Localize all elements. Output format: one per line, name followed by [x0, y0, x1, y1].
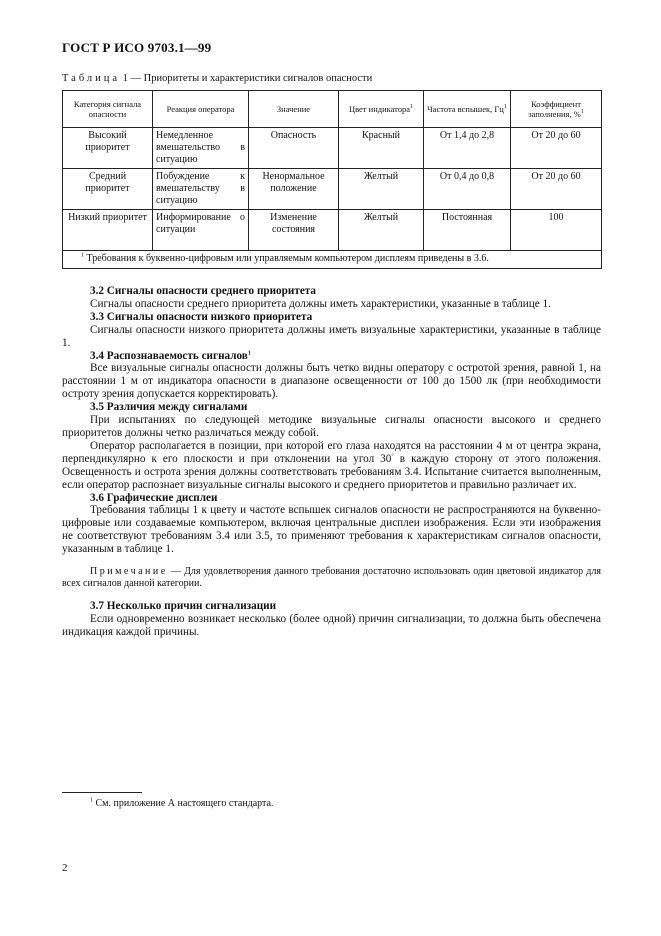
table-cell: Изменение состояния — [249, 210, 339, 251]
paragraph: Все визуальные сигналы опасности должны быть четко видны оператору с остротой зрения, равной 1, на расстоянии 1 м от индикатора опасности в диапазоне освещенности от 100 до 1500 лк (при необходимости остроту зрения допускается корректировать). — [62, 362, 601, 401]
paragraph: Если одновременно возникает несколько (более одной) причин сигнализации, то должна быть обеспечена индикация каждой причины. — [62, 612, 601, 638]
table-cell: Немедленное вмешательство в ситуацию — [153, 128, 249, 169]
column-header: Значение — [249, 91, 339, 128]
table-cell: От 20 до 60 — [511, 169, 602, 210]
table-cell: Опасность — [249, 128, 339, 169]
priority-table — [62, 90, 602, 269]
table-cell: От 20 до 60 — [511, 128, 602, 169]
table-cell: 100 — [511, 210, 602, 251]
column-header: Коэффициент заполнения, %$^1$ — [511, 91, 602, 128]
table-cell: Желтый — [339, 169, 424, 210]
table-cell: Ненормальное положение — [249, 169, 339, 210]
section-heading: 3.4 Распознаваемость сигналов$^1$ — [90, 349, 251, 362]
column-header: Частота вспышек, $Гц^1$ — [424, 91, 511, 128]
column-header: Цвет индикатора$^1$ — [339, 91, 424, 128]
paragraph: Требования таблицы 1 к цвету и частоте вспышек сигналов опасности не распространяются на буквенно-цифровые или создаваемые компьютером, включая центральные дисплеи изображения. Если эти изображения не соответствуют требованиям 3.4 или 3.5, то применяют требования к характеристикам сигналов опасности, указанным в таблице 1. — [62, 504, 601, 556]
table-row — [63, 210, 602, 251]
section-heading: 3.7 Несколько причин сигнализации — [90, 600, 277, 613]
paragraph: При испытаниях по следующей методике визуальные сигналы опасности высокого и среднего приоритетов должны четко различаться между собой. — [62, 414, 601, 439]
table-cell: Информирование о ситуации — [153, 210, 249, 251]
table-footnote: $^1$ Требования к буквенно-цифровым или управляемым компьютером дисплеям приведены в 3.6. — [63, 251, 602, 269]
paragraph: Сигналы опасности среднего приоритета должны иметь характеристики, указанные в таблице 1. — [90, 297, 551, 310]
footnote-divider — [62, 792, 142, 793]
table-cell: Побуждение к вмешательству в ситуацию — [153, 169, 249, 210]
table-cell: Постоянная — [424, 210, 511, 251]
note: Примечание — Для удовлетворения данного требования достаточно использовать один цветовой индикатор для всех сигналов данной категории. — [62, 566, 601, 590]
section-heading: 3.6 Графические дисплеи — [90, 491, 218, 504]
table-cell: Низкий приоритет — [63, 210, 153, 251]
page-number: 2 — [62, 862, 68, 874]
table-row — [63, 128, 602, 169]
column-header: Категория сигнала опасности — [63, 91, 153, 128]
table-cell: От 0,4 до 0,8 — [424, 169, 511, 210]
table-header-row — [63, 91, 602, 128]
section-heading: 3.5 Различия между сигналами — [90, 401, 248, 414]
table-row — [63, 169, 602, 210]
table-footnote-row — [63, 251, 602, 269]
table-caption — [62, 73, 372, 84]
table-cell: Высокий приоритет — [63, 128, 153, 169]
paragraph: Сигналы опасности низкого приоритета должны иметь визуальные характеристики, указанные в таблице 1. — [62, 323, 601, 349]
standard-title: ГОСТ Р ИСО 9703.1—99 — [62, 40, 212, 55]
document-body — [62, 285, 601, 639]
table-cell: Желтый — [339, 210, 424, 251]
table-caption-text: — Приоритеты и характеристики сигналов опасности — [127, 73, 373, 84]
column-header: Реакция оператора — [153, 91, 249, 128]
table-cell: Красный — [339, 128, 424, 169]
paragraph: Оператор располагается в позиции, при которой его глаза находятся на расстоянии 4 м от центра экрана, перпендикулярно к его плоскости и при отклонении на угол 30° в каждую сторону от этого положения. Освещенность и острота зрения должны соответствовать требованиям 3.4. Испытание считается выполненным, если оператор распознает визуальные сигналы высокого и среднего приоритетов и правильно различает их. — [62, 439, 601, 491]
table-caption-number: 1 — [122, 73, 128, 84]
table-cell: Средний приоритет — [63, 169, 153, 210]
page-footnote: $^1$ См. приложение А настоящего стандарта. — [90, 797, 274, 809]
table-caption-label: Таблица — [62, 73, 121, 84]
section-heading: 3.3 Сигналы опасности низкого приоритета — [90, 310, 313, 323]
table-cell: От 1,4 до 2,8 — [424, 128, 511, 169]
section-heading: 3.2 Сигналы опасности среднего приоритета — [90, 285, 317, 297]
